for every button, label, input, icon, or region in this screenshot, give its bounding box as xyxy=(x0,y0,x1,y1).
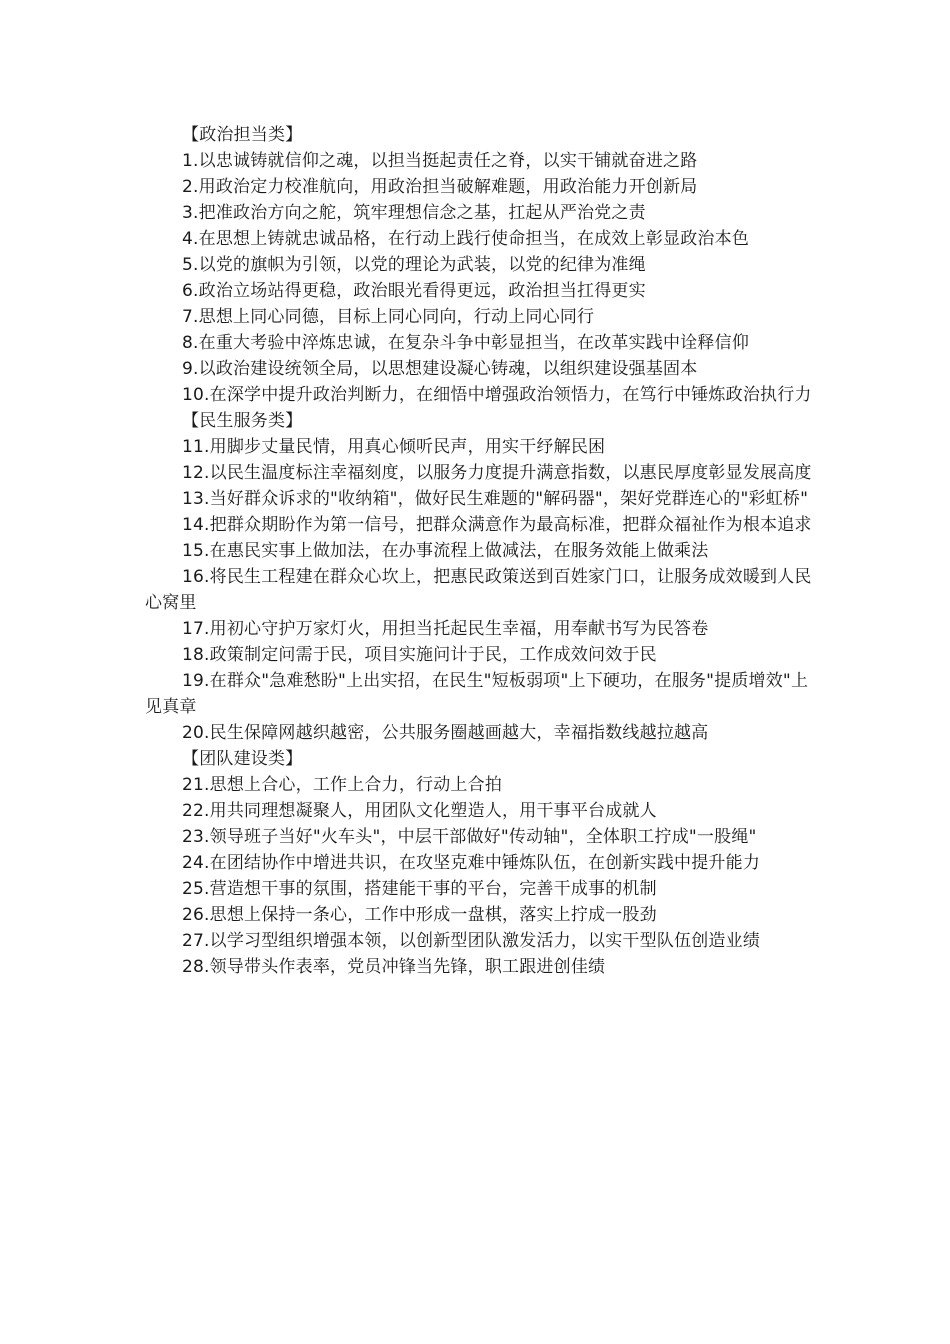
list-item: 5.以党的旗帜为引领，以党的理论为武装，以党的纪律为准绳 xyxy=(182,255,646,275)
list-item: 9.以政治建设统领全局，以思想建设凝心铸魂，以组织建设强基固本 xyxy=(182,359,698,379)
list-item: 24.在团结协作中增进共识，在攻坚克难中锤炼队伍，在创新实践中提升能力 xyxy=(182,853,761,873)
list-item: 17.用初心守护万家灯火，用担当托起民生幸福，用奉献书写为民答卷 xyxy=(182,619,709,639)
list-item: 3.把准政治方向之舵，筑牢理想信念之基，扛起从严治党之责 xyxy=(182,203,646,223)
list-item: 26.思想上保持一条心，工作中形成一盘棋，落实上拧成一股劲 xyxy=(182,905,657,925)
list-item: 16.将民生工程建在群众心坎上，把惠民政策送到百姓家门口，让服务成效暖到人民心窝里 xyxy=(145,567,812,613)
list-item: 22.用共同理想凝聚人，用团队文化塑造人，用干事平台成就人 xyxy=(182,801,657,821)
list-item: 19.在群众"急难愁盼"上出实招，在民生"短板弱项"上下硬功，在服务"提质增效"上见真章 xyxy=(145,671,809,717)
list-item: 12.以民生温度标注幸福刻度，以服务力度提升满意指数，以惠民厚度彰显发展高度 xyxy=(182,463,812,483)
list-item: 2.用政治定力校准航向，用政治担当破解难题，用政治能力开创新局 xyxy=(182,177,698,197)
list-item: 10.在深学中提升政治判断力，在细悟中增强政治领悟力，在笃行中锤炼政治执行力 xyxy=(182,385,812,405)
list-item: 8.在重大考验中淬炼忠诚，在复杂斗争中彰显担当，在改革实践中诠释信仰 xyxy=(182,333,750,353)
list-item: 6.政治立场站得更稳，政治眼光看得更远，政治担当扛得更实 xyxy=(182,281,646,301)
list-item: 4.在思想上铸就忠诚品格，在行动上践行使命担当，在成效上彰显政治本色 xyxy=(182,229,750,249)
list-item: 7.思想上同心同德，目标上同心同向，行动上同心同行 xyxy=(182,307,595,327)
list-item: 21.思想上合心，工作上合力，行动上合拍 xyxy=(182,775,503,795)
list-item: 13.当好群众诉求的"收纳箱"，做好民生难题的"解码器"，架好党群连心的"彩虹桥" xyxy=(182,489,809,509)
list-item: 15.在惠民实事上做加法，在办事流程上做减法，在服务效能上做乘法 xyxy=(182,541,709,561)
list-item: 20.民生保障网越织越密，公共服务圈越画越大，幸福指数线越拉越高 xyxy=(182,723,709,743)
section-heading-political: 【政治担当类】 xyxy=(182,125,303,145)
section-heading-team: 【团队建设类】 xyxy=(182,749,303,769)
list-item: 23.领导班子当好"火车头"，中层干部做好"传动轴"，全体职工拧成"一股绳" xyxy=(182,827,757,847)
list-item: 28.领导带头作表率，党员冲锋当先锋，职工跟进创佳绩 xyxy=(182,957,606,977)
list-item: 11.用脚步丈量民情，用真心倾听民声，用实干纾解民困 xyxy=(182,437,606,457)
list-item: 18.政策制定问需于民，项目实施问计于民，工作成效问效于民 xyxy=(182,645,657,665)
list-item: 25.营造想干事的氛围，搭建能干事的平台，完善干成事的机制 xyxy=(182,879,657,899)
list-item: 27.以学习型组织增强本领，以创新型团队激发活力，以实干型队伍创造业绩 xyxy=(182,931,761,951)
list-item: 14.把群众期盼作为第一信号，把群众满意作为最高标准，把群众福祉作为根本追求 xyxy=(182,515,812,535)
section-heading-livelihood: 【民生服务类】 xyxy=(182,411,303,431)
list-item: 1.以忠诚铸就信仰之魂，以担当挺起责任之脊，以实干铺就奋进之路 xyxy=(182,151,698,171)
document-body xyxy=(145,122,813,980)
